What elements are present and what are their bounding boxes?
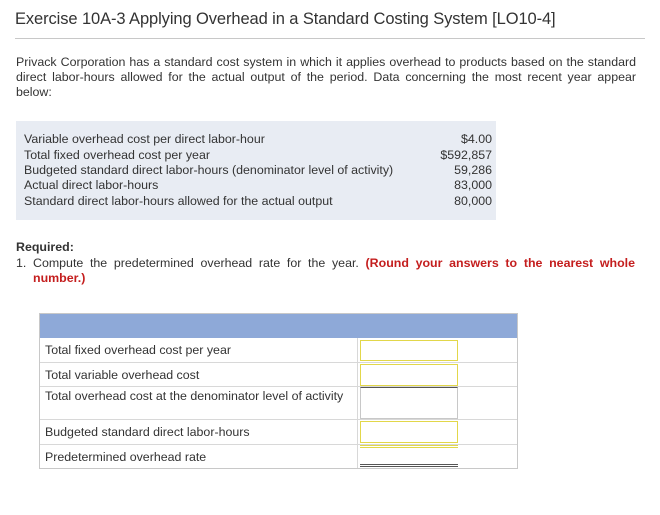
answer-row-label: Total overhead cost at the denominator level of activity [45, 389, 344, 403]
given-label: Total fixed overhead cost per year [24, 147, 210, 162]
answer-row-label: Total variable overhead cost [45, 368, 200, 382]
double-underline [360, 464, 458, 467]
given-value: $592,857 [440, 147, 492, 162]
given-row [24, 194, 492, 209]
answer-row-label: Budgeted standard direct labor-hours [45, 425, 250, 439]
requirement-text [33, 256, 635, 286]
answer-row-predetermined-rate [40, 445, 517, 468]
answer-row-variable-overhead [40, 363, 517, 387]
budgeted-hours-input[interactable] [360, 421, 458, 443]
answer-row-fixed-overhead [40, 338, 517, 363]
predetermined-rate-input[interactable] [360, 449, 458, 464]
fixed-overhead-input[interactable] [360, 340, 458, 361]
given-value: $4.00 [460, 132, 492, 147]
given-row [24, 178, 492, 193]
requirement-instruction: Compute the predetermined overhead rate for the year. [33, 256, 366, 270]
given-value: 83,000 [454, 178, 492, 193]
answer-row-total-overhead [40, 387, 517, 420]
cell-separator [357, 387, 358, 419]
answer-table [39, 313, 518, 469]
given-data-table [24, 132, 492, 209]
given-row [24, 147, 492, 162]
problem-intro: Privack Corporation has a standard cost system in which it applies overhead to products based on the standard direct labor-hours allowed for the actual output of the period. Data concerning the most recent year appear below: [16, 55, 636, 99]
cell-separator [357, 445, 358, 468]
cell-separator [357, 420, 358, 444]
exercise-title: Exercise 10A-3 Applying Overhead in a Standard Costing System [LO10-4] [15, 10, 556, 28]
given-label: Budgeted standard direct labor-hours (denominator level of activity) [24, 162, 394, 177]
variable-overhead-input[interactable] [360, 364, 458, 386]
answer-row-label: Predetermined overhead rate [45, 450, 207, 464]
cell-separator [357, 363, 358, 386]
cell-separator [357, 338, 358, 362]
given-label: Actual direct labor-hours [24, 178, 159, 193]
answer-row-budgeted-hours [40, 420, 517, 445]
given-data-panel [16, 121, 496, 220]
requirement-number: 1. [16, 256, 27, 270]
given-value: 80,000 [454, 193, 492, 208]
total-overhead-input[interactable] [360, 387, 458, 419]
given-label: Standard direct labor-hours allowed for the actual output [24, 193, 333, 208]
given-label: Variable overhead cost per direct labor-hour [24, 132, 265, 147]
title-divider [15, 38, 645, 39]
underline-top [360, 445, 458, 448]
given-row [24, 132, 492, 147]
required-heading: Required: [16, 240, 74, 254]
given-value: 59,286 [454, 162, 492, 177]
rounding-note: (Round your answers to the nearest whole number.) [33, 256, 635, 285]
given-row [24, 163, 492, 178]
answer-row-label: Total fixed overhead cost per year [45, 343, 231, 357]
answer-table-header [40, 314, 517, 338]
